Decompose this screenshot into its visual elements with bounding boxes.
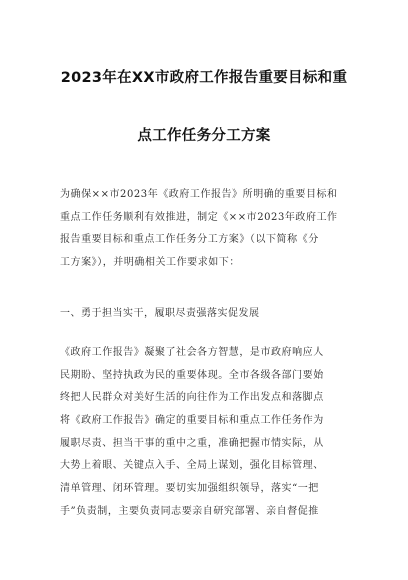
document-title-line-2: 点工作任务分工方案 — [137, 128, 271, 144]
section-1-paragraph — [60, 342, 350, 524]
intro-line: 报告重要目标和重点工作任务分工方案》（以下简称《分 — [60, 234, 319, 246]
section-1-line: 履职尽责、担当干事的重中之重，准确把握市情实际，从 — [60, 437, 324, 449]
section-1-line: 清单管理、闭环管理。要切实加强组织领导，落实“一把 — [60, 483, 319, 495]
intro-line: 工方案》），并明确相关工作要求如下： — [60, 257, 240, 269]
section-1-line: 将《政府工作报告》确定的重要目标和重点工作任务作为 — [60, 415, 324, 427]
section-1-heading: 一、勇于担当实干，履职尽责强落实促发展 — [60, 308, 260, 319]
intro-line: 重点工作任务顺利有效推进，制定《××市2023年政府工作 — [60, 211, 338, 223]
intro-line: 为确保××市2023年《政府工作报告》所明确的重要目标和 — [60, 189, 338, 200]
section-1-line: 民期盼、坚持执政为民的重要体现。全市各级各部门要始 — [60, 369, 324, 381]
section-1-line: 《政府工作报告》凝聚了社会各方智慧，是市政府响应人 — [60, 347, 324, 358]
section-1-line: 大势上着眼、关键点入手、全局上谋划，强化目标管理、 — [60, 460, 324, 472]
document-title-line-1: 2023年在XX市政府工作报告重要目标和重 — [60, 70, 348, 86]
intro-paragraph — [60, 184, 350, 275]
section-1-line: 终把人民群众对美好生活的向往作为工作出发点和落脚点 — [60, 392, 324, 404]
section-1-line: 手”负责制，主要负责同志要亲自研究部署、亲自督促推 — [60, 505, 319, 517]
